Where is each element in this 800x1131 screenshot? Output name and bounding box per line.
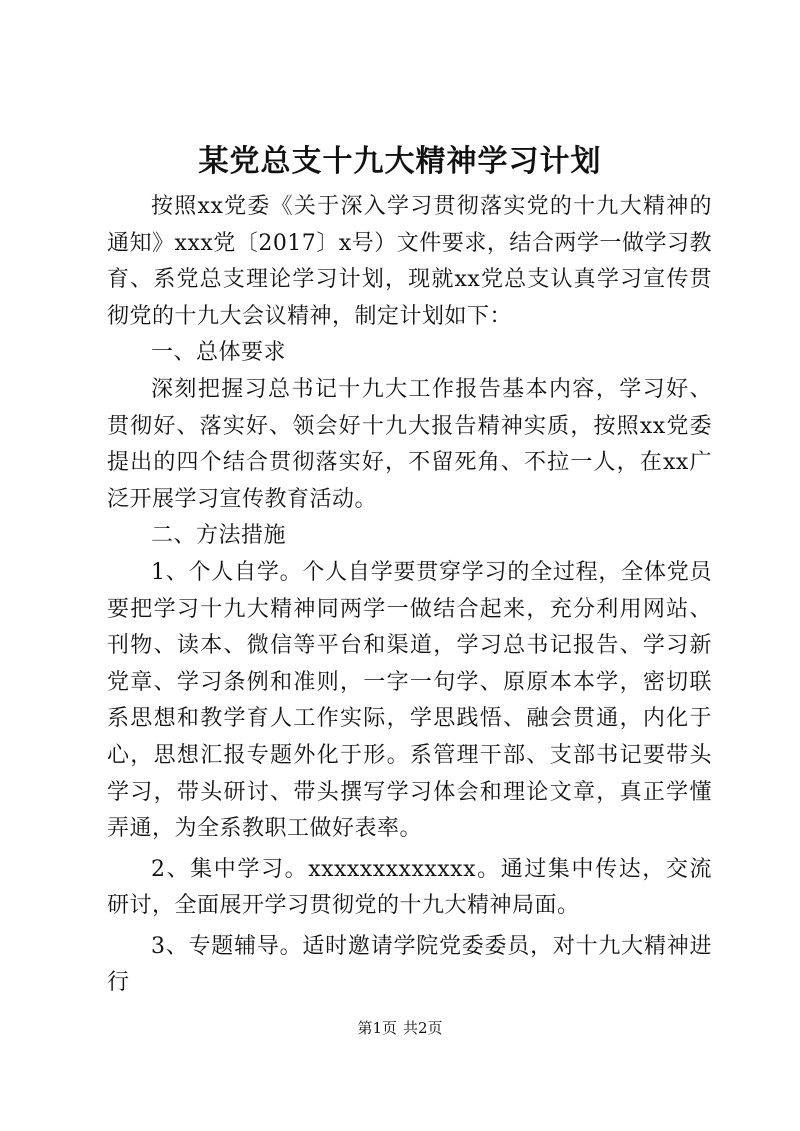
page-number: 第1页 <box>357 1019 397 1037</box>
section-heading-methods: 二、方法措施 <box>151 523 287 549</box>
document-body <box>107 189 712 1002</box>
paragraph-group-study: 2、集中学习。xxxxxxxxxxxxx。通过集中传达，交流研讨，全面展开学习贯彻党的十九大精神局面。 <box>107 856 712 919</box>
page-footer <box>0 1018 800 1038</box>
page-total: 共2页 <box>403 1019 443 1037</box>
paragraph-intro: 按照xx党委《关于深入学习贯彻落实党的十九大精神的通知》xxx党〔2017〕x号）文件要求，结合两学一做学习教育、系党总支理论学习计划，现就xx党总支认真学习宣传贯彻党的十九大会议精神，制定计划如下： <box>107 194 712 329</box>
paragraph-self-study: 1、个人自学。个人自学要贯穿学习的全过程，全体党员要把学习十九大精神同两学一做结合起来，充分利用网站、刊物、读本、微信等平台和渠道，学习总书记报告、学习新党章、学习条例和准则，一字一句学、原原本本学，密切联系思想和教学育人工作实际，学思践悟、融会贯通，内化于心，思想汇报专题外化于形。系管理干部、支部书记要带头学习，带头研讨、带头撰写学习体会和理论文章，真正学懂弄通，为全系教职工做好表率。 <box>107 559 712 842</box>
section-heading-general-requirements: 一、总体要求 <box>151 340 287 366</box>
paragraph-special-tutoring: 3、专题辅导。适时邀请学院党委委员，对十九大精神进行 <box>107 933 712 996</box>
paragraph-general-requirements: 深刻把握习总书记十九大工作报告基本内容，学习好、贯彻好、落实好、领会好十九大报告精神实质，按照xx党委提出的四个结合贯彻落实好，不留死角、不拉一人，在xx广泛开展学习宣传教育活动。 <box>107 376 712 512</box>
document-title: 某党总支十九大精神学习计划 <box>198 144 602 179</box>
